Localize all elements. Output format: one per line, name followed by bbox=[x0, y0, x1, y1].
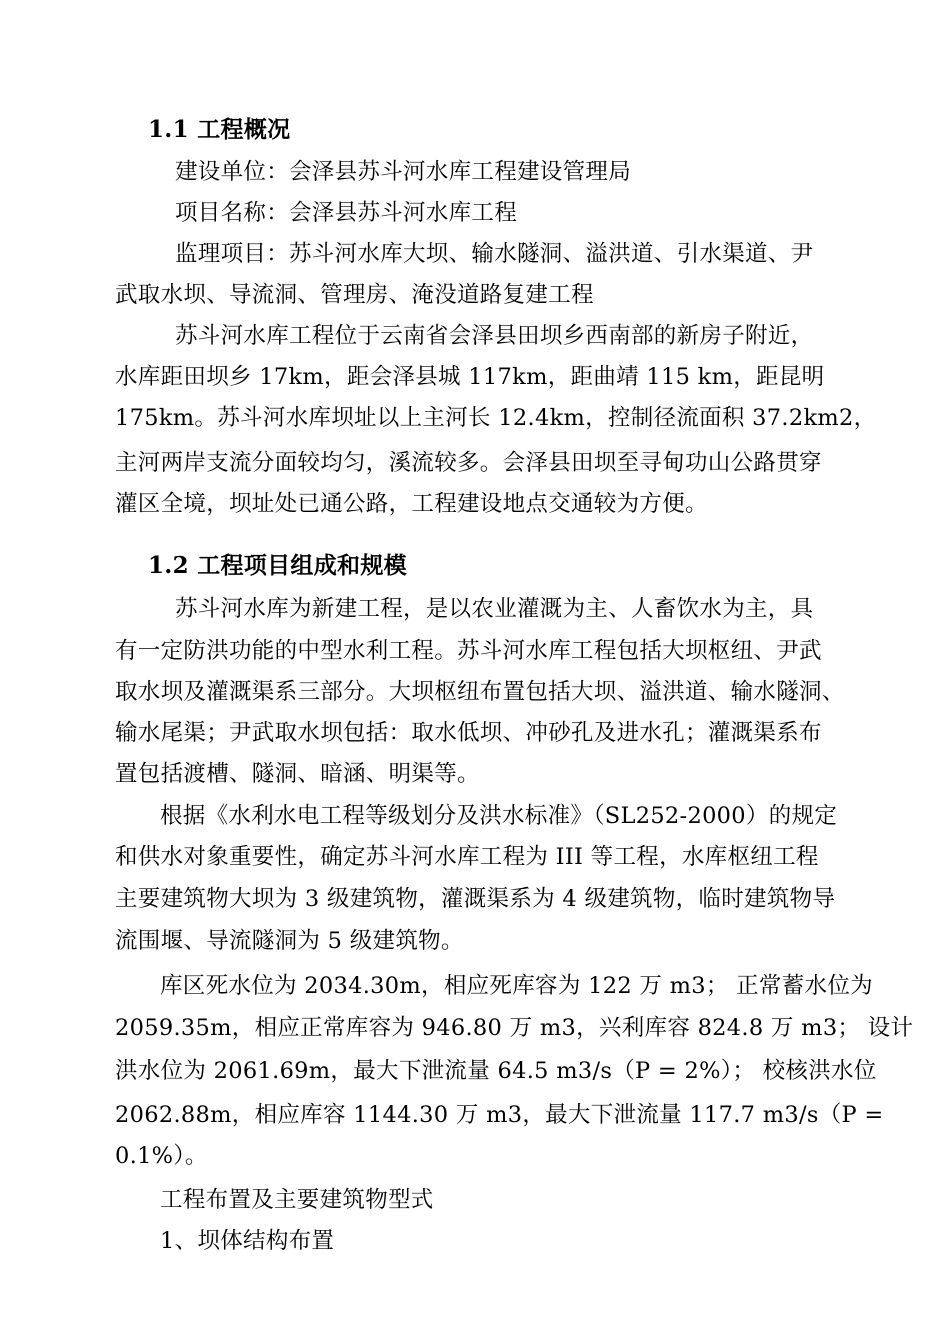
paragraph-line: 武取水坝、导流洞、管理房、淹没道路复建工程 bbox=[115, 282, 594, 308]
paragraph-line: 1、坝体结构布置 bbox=[160, 1228, 335, 1254]
paragraph-line: 库区死水位为 2034.30m，相应死库容为 122 万 m3； 正常蓄水位为 bbox=[160, 973, 873, 999]
paragraph-line: 取水坝及灌溉渠系三部分。大坝枢纽布置包括大坝、溢洪道、输水隧洞、 bbox=[115, 679, 845, 705]
paragraph-line: 根据《水利水电工程等级划分及洪水标准》（SL252-2000）的规定 bbox=[160, 803, 838, 829]
paragraph-line: 主要建筑物大坝为 3 级建筑物，灌溉渠系为 4 级建筑物，临时建筑物导 bbox=[115, 886, 836, 912]
paragraph-line: 灌区全境，坝址处已通公路，工程建设地点交通较为方便。 bbox=[115, 491, 708, 517]
section-heading-1-1: 1.1 工程概况 bbox=[148, 116, 291, 143]
paragraph-line: 2062.88m，相应库容 1144.30 万 m3，最大下泄流量 117.7 m3/s（P = bbox=[115, 1102, 884, 1128]
paragraph-line: 2059.35m，相应正常库容为 946.80 万 m3，兴利库容 824.8 万 m3； 设计 bbox=[115, 1015, 914, 1041]
paragraph-line: 苏斗河水库为新建工程，是以农业灌溉为主、人畜饮水为主，具 bbox=[175, 596, 814, 622]
paragraph-line: 监理项目：苏斗河水库大坝、输水隧洞、溢洪道、引水渠道、尹 bbox=[175, 241, 814, 267]
paragraph-line: 洪水位为 2061.69m，最大下泄流量 64.5 m3/s（P = 2%）； 校核洪水位 bbox=[115, 1058, 877, 1084]
paragraph-line: 项目名称：会泽县苏斗河水库工程 bbox=[175, 200, 518, 226]
paragraph-line: 流围堰、导流隧洞为 5 级建筑物。 bbox=[115, 928, 464, 954]
paragraph-line: 水库距田坝乡 17km，距会泽县城 117km，距曲靖 115 km，距昆明 bbox=[115, 364, 825, 390]
paragraph-line: 和供水对象重要性，确定苏斗河水库工程为 III 等工程，水库枢纽工程 bbox=[115, 844, 819, 870]
paragraph-line: 主河两岸支流分面较均匀，溪流较多。会泽县田坝至寻甸功山公路贯穿 bbox=[115, 450, 822, 476]
paragraph-line: 0.1%）。 bbox=[115, 1143, 208, 1169]
paragraph-line: 有一定防洪功能的中型水利工程。苏斗河水库工程包括大坝枢纽、尹武 bbox=[115, 638, 822, 664]
paragraph-line: 置包括渡槽、隧洞、暗涵、明渠等。 bbox=[115, 761, 480, 787]
paragraph-line: 175km。苏斗河水库坝址以上主河长 12.4km，控制径流面积 37.2km2， bbox=[115, 405, 877, 431]
paragraph-line: 建设单位：会泽县苏斗河水库工程建设管理局 bbox=[175, 159, 632, 185]
section-heading-1-2: 1.2 工程项目组成和规模 bbox=[148, 552, 407, 579]
paragraph-line: 苏斗河水库工程位于云南省会泽县田坝乡西南部的新房子附近， bbox=[175, 323, 814, 349]
paragraph-line: 输水尾渠；尹武取水坝包括：取水低坝、冲砂孔及进水孔；灌溉渠系布 bbox=[115, 720, 822, 746]
paragraph-line: 工程布置及主要建筑物型式 bbox=[160, 1187, 434, 1213]
